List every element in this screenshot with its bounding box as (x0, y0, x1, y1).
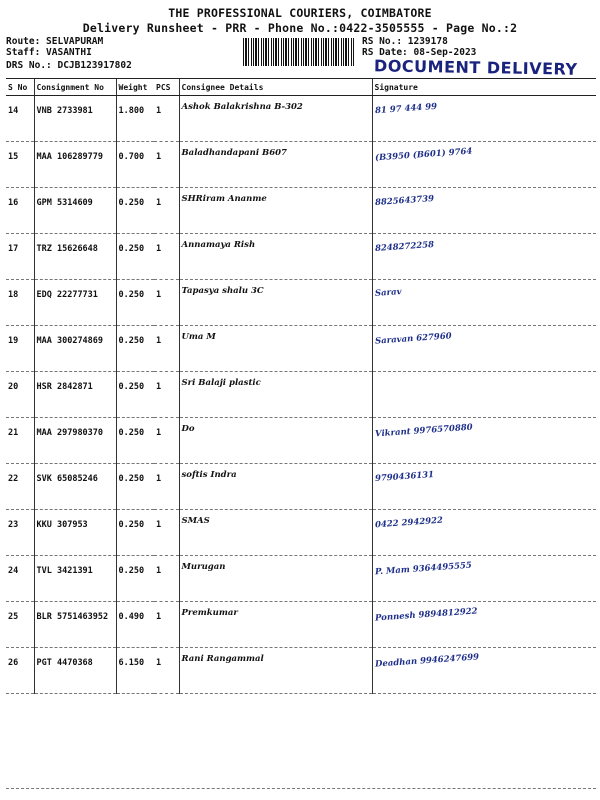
table-row (6, 142, 596, 188)
cell-consignment: PGT 4470368 (34, 648, 116, 694)
barcode (243, 38, 355, 66)
cell-weight: 0.250 (116, 510, 154, 556)
cell-pcs: 1 (154, 602, 179, 648)
cell-sno: 15 (6, 142, 34, 188)
table-row (6, 648, 596, 694)
cell-signature (372, 142, 596, 188)
cell-signature (372, 326, 596, 372)
table-row (6, 188, 596, 234)
cell-sno: 18 (6, 280, 34, 326)
col-consignee: Consignee Details (179, 79, 372, 96)
signature-text: Saravan 627960 (374, 331, 452, 347)
rs-date: RS Date: 08-Sep-2023 (362, 47, 477, 58)
col-sno: S No (6, 79, 34, 96)
cell-signature (372, 280, 596, 326)
delivery-table (6, 78, 596, 694)
cell-consignee: SHRiram Ananme (179, 188, 372, 234)
signature-text: Ponnesh 9894812922 (374, 606, 478, 624)
cell-weight: 0.250 (116, 372, 154, 418)
cell-pcs: 1 (154, 556, 179, 602)
cell-consignment: EDQ 22277731 (34, 280, 116, 326)
table-row (6, 464, 596, 510)
signature-text: Sarav (374, 287, 402, 299)
cell-consignee: Tapasya shalu 3C (179, 280, 372, 326)
signature-text: Deadhan 9946247699 (374, 652, 479, 670)
cell-sno: 23 (6, 510, 34, 556)
rs-number: RS No.: 1239178 (362, 36, 448, 47)
cell-sno: 26 (6, 648, 34, 694)
cell-consignee: Premkumar (179, 602, 372, 648)
cell-consignee: Murugan (179, 556, 372, 602)
runsheet-subtitle: Delivery Runsheet - PRR - Phone No.:0422-3505555 - Page No.:2 (82, 21, 518, 35)
cell-consignment: KKU 307953 (34, 510, 116, 556)
cell-consignment: TVL 3421391 (34, 556, 116, 602)
cell-sno: 19 (6, 326, 34, 372)
route-label: Route: SELVAPURAM (6, 36, 104, 47)
col-pcs: PCS (154, 79, 179, 96)
staff-label: Staff: VASANTHI (6, 47, 92, 58)
cell-consignee: Annamaya Rish (179, 234, 372, 280)
cell-sno: 25 (6, 602, 34, 648)
cell-consignee: Ashok Balakrishna B-302 (179, 96, 372, 142)
cell-sno: 20 (6, 372, 34, 418)
cell-pcs: 1 (154, 510, 179, 556)
cell-consignment: HSR 2842871 (34, 372, 116, 418)
signature-text: 8248272258 (374, 239, 434, 255)
cell-weight: 0.250 (116, 188, 154, 234)
signature-text: 9790436131 (374, 469, 434, 485)
cell-pcs: 1 (154, 418, 179, 464)
cell-pcs: 1 (154, 326, 179, 372)
table-row (6, 372, 596, 418)
col-signature: Signature (372, 79, 596, 96)
table-bottom-rule (6, 788, 596, 789)
cell-sno: 21 (6, 418, 34, 464)
table-row (6, 418, 596, 464)
cell-pcs: 1 (154, 96, 179, 142)
cell-weight: 1.800 (116, 96, 154, 142)
cell-weight: 0.700 (116, 142, 154, 188)
cell-weight: 0.490 (116, 602, 154, 648)
table-row (6, 510, 596, 556)
cell-signature (372, 464, 596, 510)
cell-pcs: 1 (154, 464, 179, 510)
cell-pcs: 1 (154, 234, 179, 280)
cell-weight: 0.250 (116, 464, 154, 510)
cell-signature (372, 372, 596, 418)
document-delivery-stamp: DOCUMENT DELIVERY (373, 56, 578, 79)
cell-consignee: Uma M (179, 326, 372, 372)
cell-signature (372, 556, 596, 602)
table-row (6, 556, 596, 602)
table-row (6, 234, 596, 280)
table-row (6, 96, 596, 142)
cell-weight: 0.250 (116, 418, 154, 464)
cell-consignment: VNB 2733981 (34, 96, 116, 142)
cell-sno: 17 (6, 234, 34, 280)
cell-consignee: softis Indra (179, 464, 372, 510)
cell-sno: 22 (6, 464, 34, 510)
cell-consignment: BLR 5751463952 (34, 602, 116, 648)
cell-consignment: TRZ 15626648 (34, 234, 116, 280)
cell-pcs: 1 (154, 142, 179, 188)
cell-sno: 16 (6, 188, 34, 234)
cell-weight: 0.250 (116, 234, 154, 280)
table-body (6, 96, 596, 694)
cell-consignment: MAA 297980370 (34, 418, 116, 464)
table-row (6, 602, 596, 648)
signature-text: 81 97 444 99 (374, 101, 437, 117)
signature-text: Vikrant 9976570880 (374, 422, 473, 440)
cell-pcs: 1 (154, 372, 179, 418)
cell-consignee: Do (179, 418, 372, 464)
cell-consignment: SVK 65085246 (34, 464, 116, 510)
table-row (6, 326, 596, 372)
table-row (6, 280, 596, 326)
signature-text: P. Mam 9364495555 (374, 560, 472, 578)
company-title: THE PROFESSIONAL COURIERS, COIMBATORE (168, 6, 432, 20)
cell-consignment: MAA 300274869 (34, 326, 116, 372)
signature-text: 0422 2942922 (374, 515, 443, 531)
cell-consignee: Rani Rangammal (179, 648, 372, 694)
cell-weight: 0.250 (116, 556, 154, 602)
cell-signature (372, 188, 596, 234)
table-header-row (6, 79, 596, 96)
cell-consignment: MAA 106289779 (34, 142, 116, 188)
signature-text: 8825643739 (374, 193, 434, 209)
cell-weight: 0.250 (116, 326, 154, 372)
signature-text: (B3950 (B601) 9764 (374, 146, 473, 164)
cell-signature (372, 510, 596, 556)
cell-pcs: 1 (154, 188, 179, 234)
cell-pcs: 1 (154, 648, 179, 694)
cell-weight: 6.150 (116, 648, 154, 694)
cell-consignee: Sri Balaji plastic (179, 372, 372, 418)
cell-sno: 24 (6, 556, 34, 602)
cell-sno: 14 (6, 96, 34, 142)
cell-consignee: Baladhandapani B607 (179, 142, 372, 188)
cell-signature (372, 234, 596, 280)
cell-signature (372, 418, 596, 464)
cell-weight: 0.250 (116, 280, 154, 326)
cell-pcs: 1 (154, 280, 179, 326)
cell-consignment: GPM 5314609 (34, 188, 116, 234)
cell-signature (372, 648, 596, 694)
cell-consignee: SMAS (179, 510, 372, 556)
drs-number: DRS No.: DCJB123917802 (6, 60, 132, 71)
cell-signature (372, 96, 596, 142)
cell-signature (372, 602, 596, 648)
col-consignment: Consignment No (34, 79, 116, 96)
col-weight: Weight (116, 79, 154, 96)
